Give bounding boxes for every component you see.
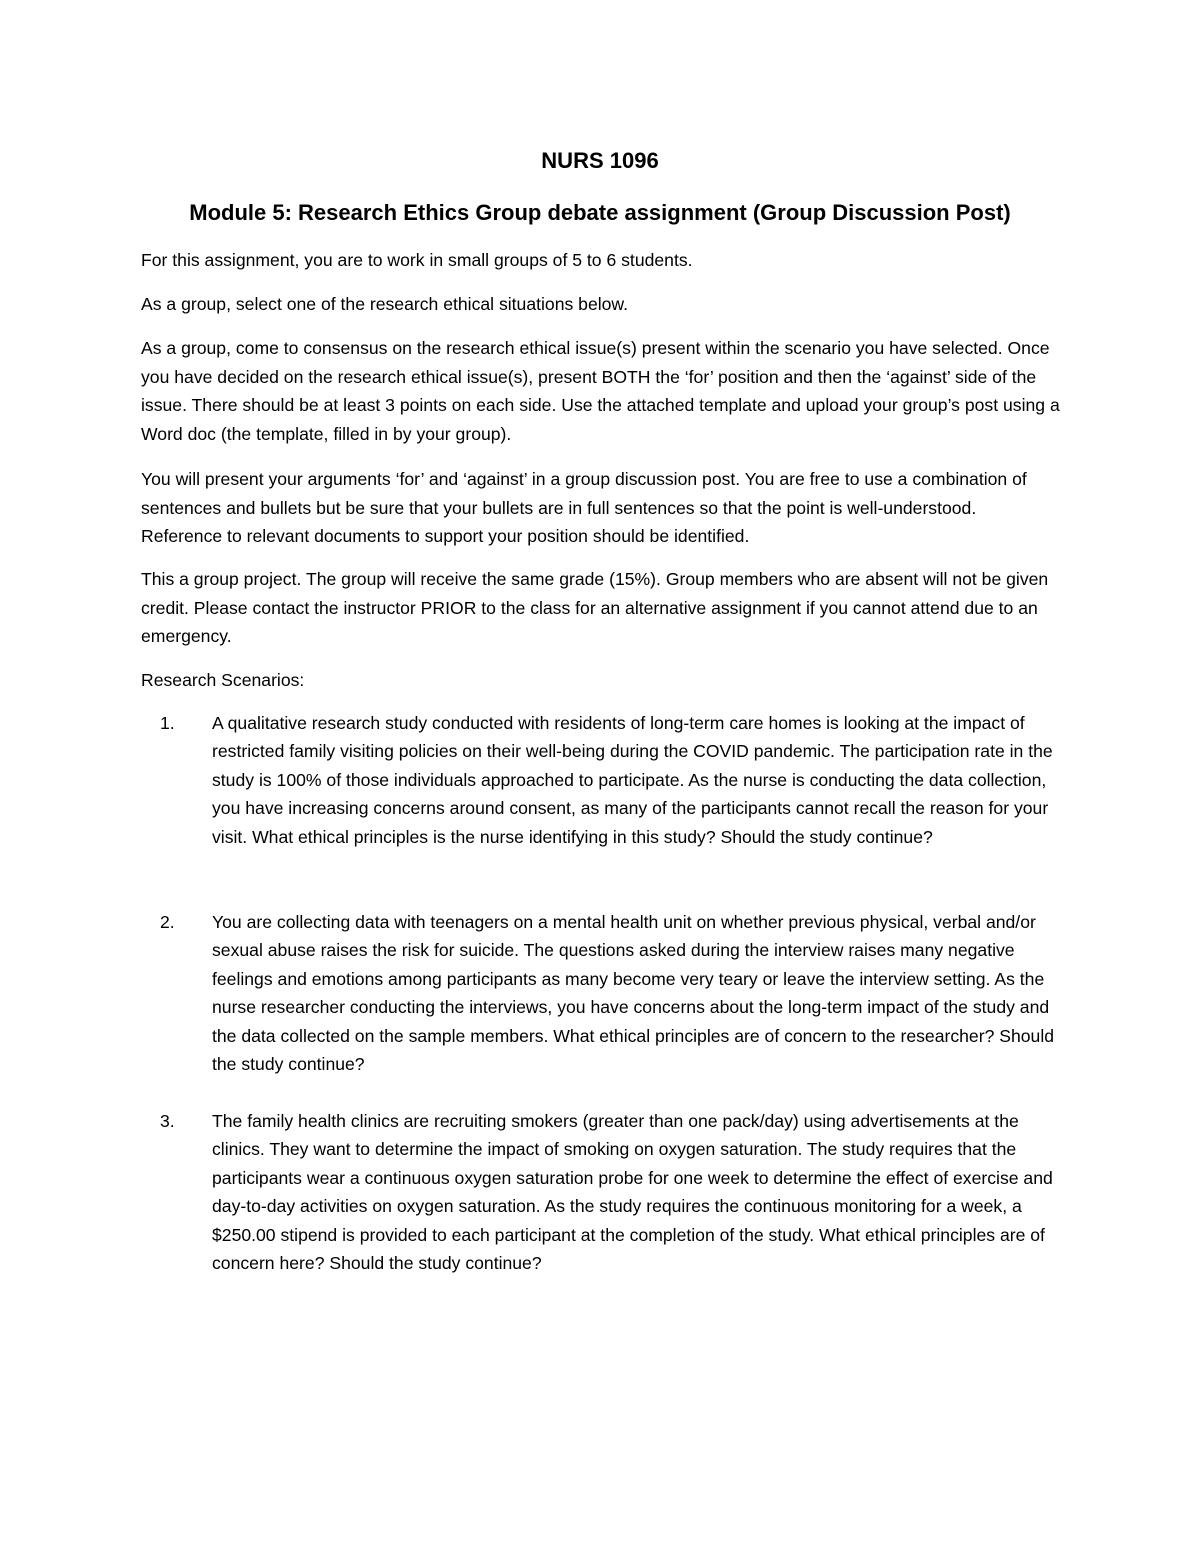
course-title: NURS 1096 — [541, 148, 659, 173]
paragraph-present-arguments: You will present your arguments ‘for’ and ‘against’ in a group discussion post. You are free to use a combination of sentences and bullets but be sure that your bullets are in full sentences so that the point is well-understood. Reference to relevant documents to support your position should be identified. — [141, 469, 1027, 546]
scenario-number: 3. — [160, 1111, 175, 1131]
scenario-text: A qualitative research study conducted with residents of long-term care homes is looking at the impact of restricted family visiting policies on their well-being during the COVID pandemic. The participation rate in the study is 100% of those individuals approached to participate. As the nurse is conducting the data collection, you have increasing concerns around consent, as many of the participants cannot recall the reason for your visit. What ethical principles is the nurse identifying in this study? Should the study continue? — [212, 713, 1053, 847]
module-title: Module 5: Research Ethics Group debate assignment (Group Discussion Post) — [189, 200, 1011, 225]
scenario-number: 1. — [160, 713, 175, 733]
paragraph-group-size: For this assignment, you are to work in small groups of 5 to 6 students. — [141, 250, 693, 270]
paragraph-consensus: As a group, come to consensus on the research ethical issue(s) present within the scenario you have selected. Once you have decided on the research ethical issue(s), present BOTH the ‘for’ position and then the ‘against’ side of the issue. There should be at least 3 points on each side. Use the attached template and upload your group’s post using a Word doc (the template, filled in by your group). — [141, 338, 1060, 444]
scenario-text: The family health clinics are recruiting smokers (greater than one pack/day) using advertisements at the clinics. They want to determine the impact of smoking on oxygen saturation. The study requires that the participants wear a continuous oxygen saturation probe for one week to determine the effect of exercise and day-to-day activities on oxygen saturation. As the study requires the continuous monitoring for a week, a $250.00 stipend is provided to each participant at the completion of the study. What ethical principles are of concern here? Should the study continue? — [212, 1111, 1053, 1274]
scenario-number: 2. — [160, 912, 175, 932]
paragraph-select-situation: As a group, select one of the research ethical situations below. — [141, 294, 629, 314]
scenario-text: You are collecting data with teenagers on a mental health unit on whether previous physical, verbal and/or sexual abuse raises the risk for suicide. The questions asked during the interview raises many negative feelings and emotions among participants as many become very teary or leave the interview setting. As the nurse researcher conducting the interviews, you have concerns about the long-term impact of the study and the data collected on the sample members. What ethical principles are of concern to the researcher? Should the study continue? — [212, 912, 1055, 1075]
paragraph-grading: This a group project. The group will receive the same grade (15%). Group members who are absent will not be given credit. Please contact the instructor PRIOR to the class for an alternative assignment if you cannot attend due to an emergency. — [141, 569, 1049, 646]
scenarios-heading: Research Scenarios: — [141, 670, 305, 690]
